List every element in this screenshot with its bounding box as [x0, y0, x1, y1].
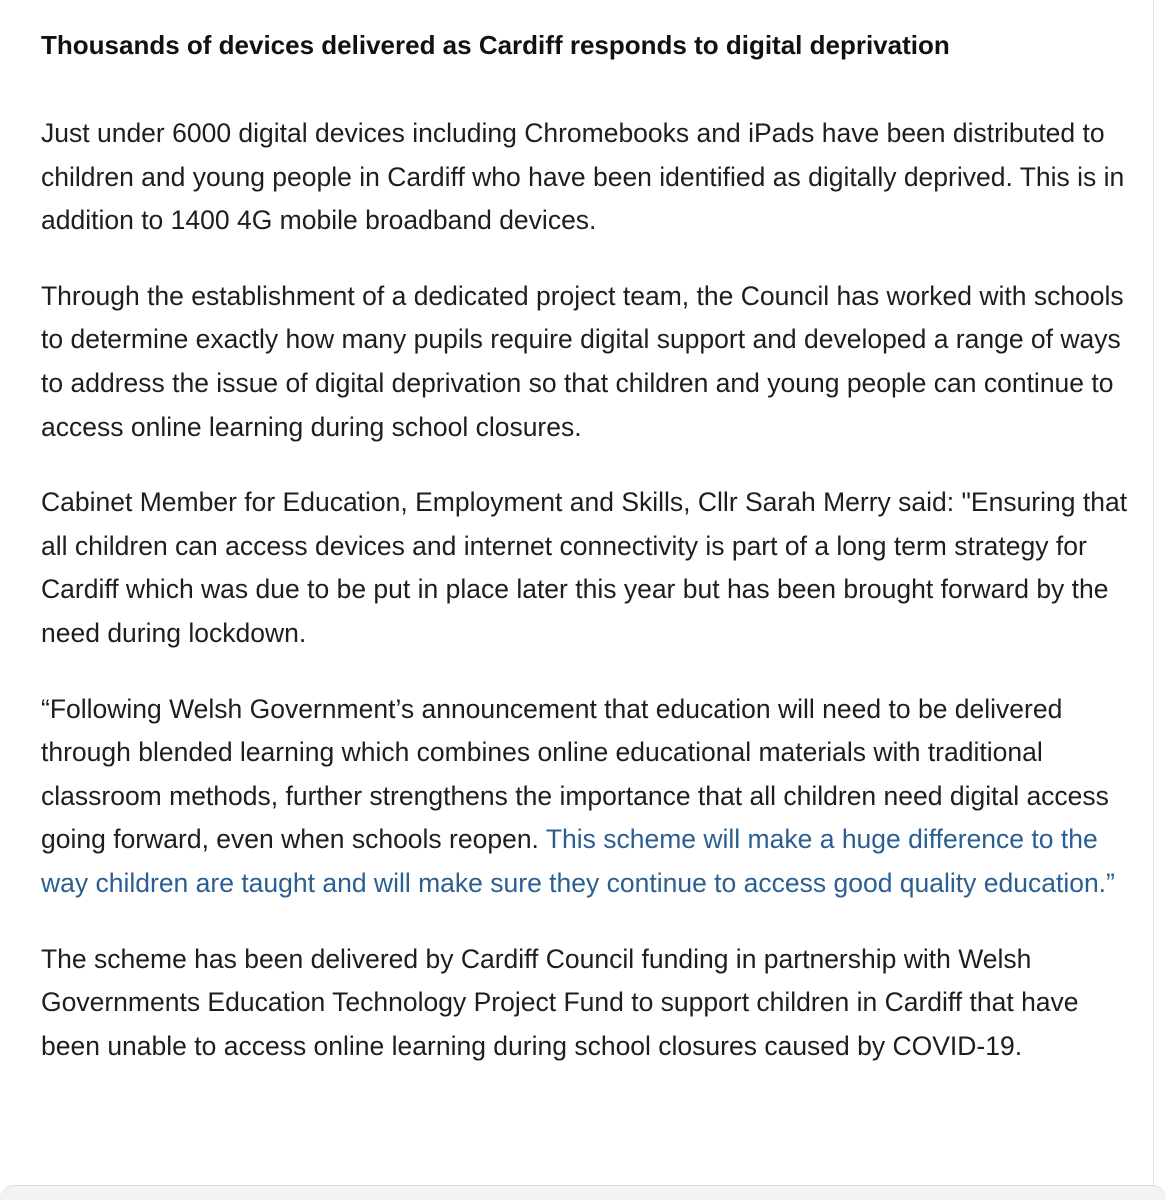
highlighted-quote-text: This scheme will make a huge difference to the way children are taught and will make sure they continue to access good quality education.”	[41, 824, 1115, 898]
bottom-panel-edge	[0, 1185, 1166, 1200]
paragraph-welsh-government-quote	[41, 688, 1131, 906]
paragraph-cabinet-member-quote: Cabinet Member for Education, Employment and Skills, Cllr Sarah Merry said: "Ensuring that all children can access devices and internet connectivity is part of a long term strategy for Cardiff which was due to be put in place later this year but has been brought forward by the need during lockdown.	[41, 487, 1128, 648]
paragraph-scheme-funding: The scheme has been delivered by Cardiff Council funding in partnership with Welsh Governments Education Technology Project Fund to support children in Cardiff that have been unable to access online learning during school closures caused by COVID-19.	[41, 943, 1079, 1061]
article-body	[41, 112, 1131, 1100]
paragraph-devices-distributed: Just under 6000 digital devices including Chromebooks and iPads have been distributed to children and young people in Cardiff who have been identified as digitally deprived. This is in addition to 1400 4G mobile broadband devices.	[41, 118, 1125, 236]
article-headline: Thousands of devices delivered as Cardiff responds to digital deprivation	[41, 30, 950, 60]
page-edge-divider	[1153, 0, 1154, 1200]
paragraph-project-team: Through the establishment of a dedicated project team, the Council has worked with schools to determine exactly how many pupils require digital support and developed a range of ways to address the issue of digital deprivation so that children and young people can continue to access online learning during school closures.	[41, 280, 1124, 442]
quote-text: “Following Welsh Government’s announcement that education will need to be delivered through blended learning which combines online educational materials with traditional classroom methods, further strengthens the importance that all children need digital access going forward, even when schools reopen.	[41, 693, 1109, 855]
